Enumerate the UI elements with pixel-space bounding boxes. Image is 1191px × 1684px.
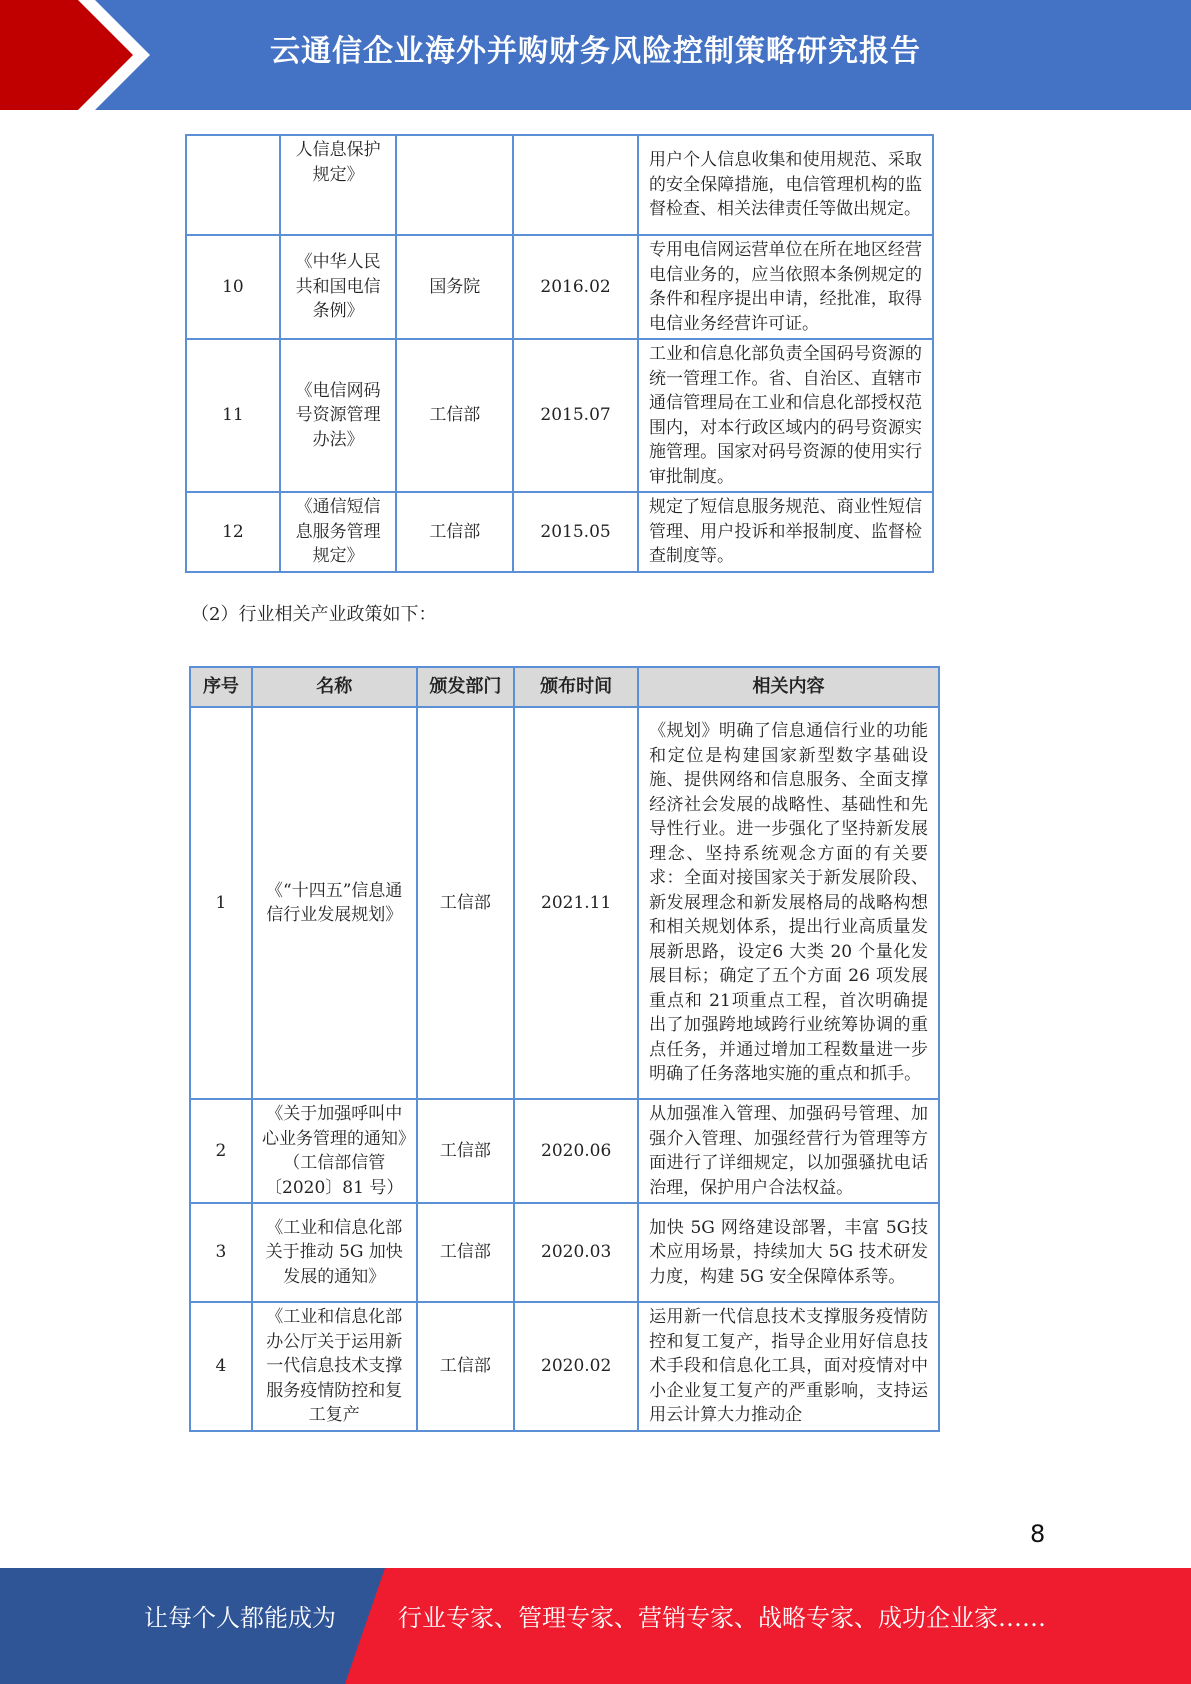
regulation-name: 《中华人民共和国电信条例》 [280,235,397,339]
policy-name: 《工业和信息化部办公厅关于运用新一代信息技术支撑服务疫情防控和复工复产 [252,1302,417,1431]
row-number: 4 [190,1302,252,1431]
row-number: 12 [186,492,280,572]
issuing-department: 工信部 [417,707,515,1099]
issue-date [513,135,638,235]
row-number: 3 [190,1203,252,1302]
table-row [190,1203,939,1302]
regulation-name: 《电信网码号资源管理办法》 [280,339,397,492]
footer-slogan-left: 让每个人都能成为 [144,1604,336,1632]
issuing-department: 国务院 [396,235,513,339]
policy-name: 《工业和信息化部关于推动 5G 加快发展的通知》 [252,1203,417,1302]
issue-date: 2020.06 [514,1099,638,1203]
header-number: 序号 [190,667,252,707]
regulation-content: 用户个人信息收集和使用规范、采取的安全保障措施，电信管理机构的监督检查、相关法律责任等做出规定。 [638,135,933,235]
issuing-department: 工信部 [417,1203,515,1302]
issuing-department [396,135,513,235]
issue-date: 2015.07 [513,339,638,492]
issuing-department: 工信部 [396,492,513,572]
issue-date: 2015.05 [513,492,638,572]
issuing-department: 工信部 [417,1099,515,1203]
table-row [190,1302,939,1431]
row-number: 2 [190,1099,252,1203]
issue-date: 2020.03 [514,1203,638,1302]
issue-date: 2021.11 [514,707,638,1099]
issuing-department: 工信部 [396,339,513,492]
header-department: 颁发部门 [417,667,515,707]
issuing-department: 工信部 [417,1302,515,1431]
regulation-content: 专用电信网运营单位在所在地区经营电信业务的，应当依照本条例规定的条件和程序提出申请，经批准，取得电信业务经营许可证。 [638,235,933,339]
row-number [186,135,280,235]
header-content: 相关内容 [638,667,939,707]
regulations-table-continued [185,134,934,573]
regulation-content: 规定了短信息服务规范、商业性短信管理、用户投诉和举报制度、监督检查制度等。 [638,492,933,572]
row-number: 1 [190,707,252,1099]
policy-content: 从加强准入管理、加强码号管理、加强介入管理、加强经营行为管理等方面进行了详细规定，以加强骚扰电话治理，保护用户合法权益。 [638,1099,939,1203]
table-row [186,135,933,235]
policy-content: 《规划》明确了信息通信行业的功能和定位是构建国家新型数字基础设施、提供网络和信息服务、全面支撑经济社会发展的战略性、基础性和先导性行业。进一步强化了坚持新发展理念、坚持系统观念方面的有关要求：全面对接国家关于新发展阶段、新发展理念和新发展格局的战略构想和相关规划体系，提出行业高质量发展新思路，设定6 大类 20 个量化发展目标；确定了五个方面 26 项发展重点和 21项重点工程，首次明确提出了加强跨地域跨行业统筹协调的重点任务，并通过增加工程数量进一步明确了任务落地实施的重点和抓手。 [638,707,939,1099]
table-row [190,707,939,1099]
footer-slogan-right: 行业专家、管理专家、营销专家、战略专家、成功企业家…… [398,1604,1046,1632]
policy-content: 运用新一代信息技术支撑服务疫情防控和复工复产，指导企业用好信息技术手段和信息化工具，面对疫情对中小企业复工复产的严重影响，支持运用云计算大力推动企 [638,1302,939,1431]
issue-date: 2020.02 [514,1302,638,1431]
document-title: 云通信企业海外并购财务风险控制策略研究报告 [270,34,921,69]
table-row [186,339,933,492]
issue-date: 2016.02 [513,235,638,339]
row-number: 10 [186,235,280,339]
industry-policy-table [189,666,940,1432]
section-caption: （2）行业相关产业政策如下： [191,604,437,625]
policy-name: 《“十四五”信息通信行业发展规划》 [252,707,417,1099]
header-name: 名称 [252,667,417,707]
header-date: 颁布时间 [514,667,638,707]
row-number: 11 [186,339,280,492]
regulation-content: 工业和信息化部负责全国码号资源的统一管理工作。省、自治区、直辖市通信管理局在工业和信息化部授权范围内，对本行政区域内的码号资源实施管理。国家对码号资源的使用实行审批制度。 [638,339,933,492]
regulation-name: 人信息保护规定》 [280,135,397,235]
table-row [186,235,933,339]
page-number: 8 [1030,1520,1046,1548]
header-banner [0,0,1191,110]
table-row [190,1099,939,1203]
regulation-name: 《通信短信息服务管理规定》 [280,492,397,572]
policy-name: 《关于加强呼叫中心业务管理的通知》（工信部信管〔2020〕81 号） [252,1099,417,1203]
table-row [186,492,933,572]
policy-content: 加快 5G 网络建设部署，丰富 5G技术应用场景，持续加大 5G 技术研发力度，构建 5G 安全保障体系等。 [638,1203,939,1302]
table-header-row [190,667,939,707]
